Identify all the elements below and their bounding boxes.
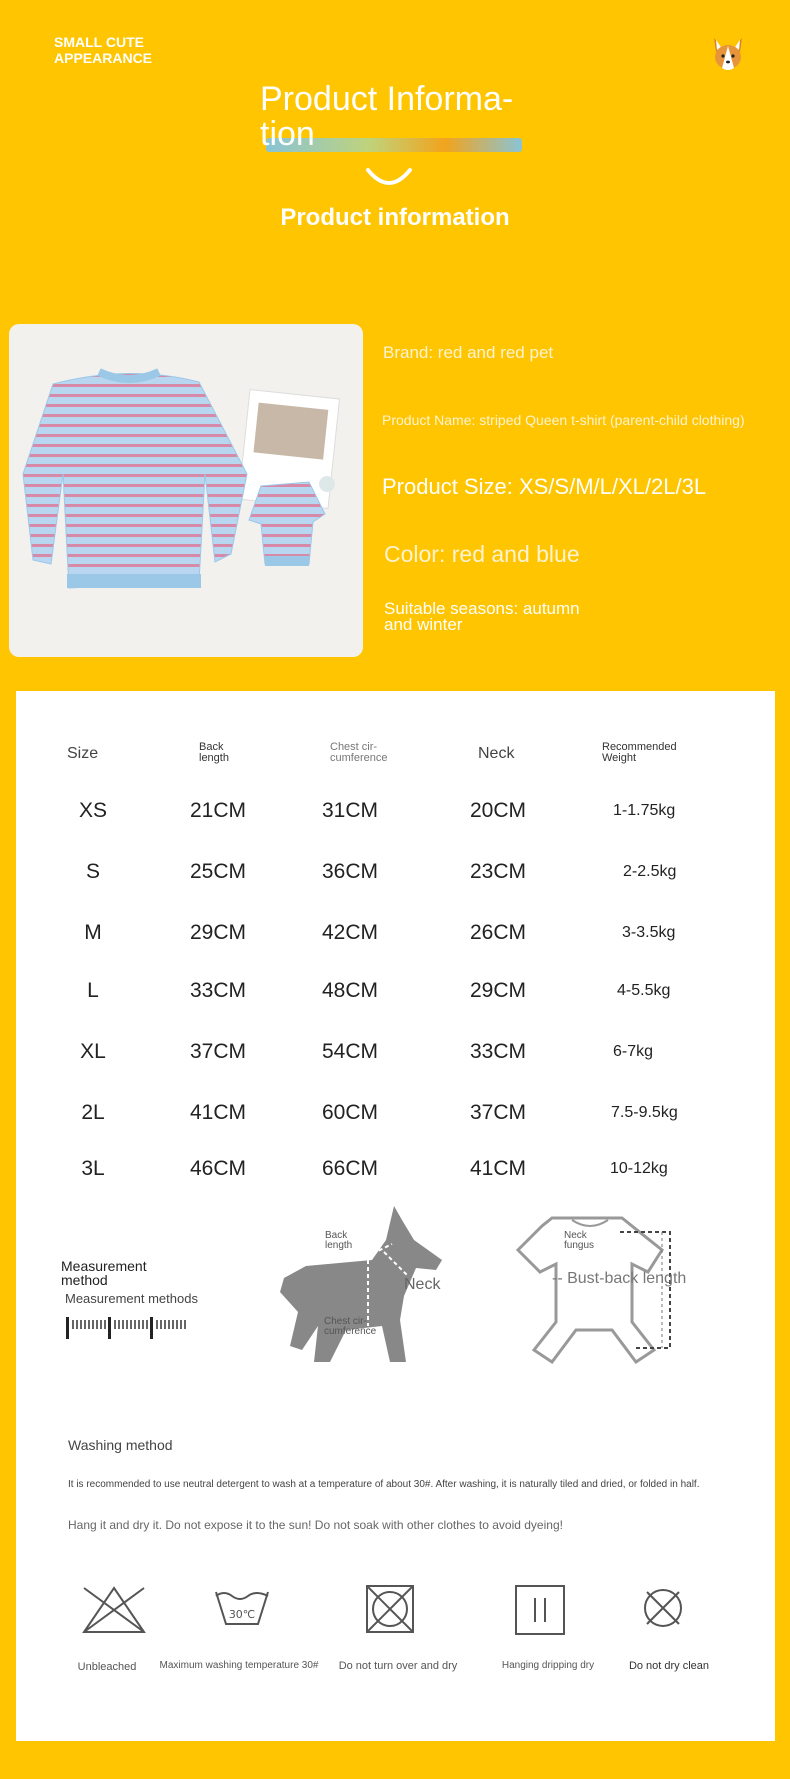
cell-weight: 4-5.5kg [617,982,671,999]
cell-back: 46CM [189,1157,247,1180]
cell-neck: 33CM [469,1040,527,1063]
corgi-logo-icon [708,34,748,74]
cell-size: XS [78,799,107,822]
tagline-line-2: APPEARANCE [54,50,153,66]
measurement-title-1: Measurement [61,1258,147,1274]
header-back-length-1: Back [199,741,224,753]
dog-neck-label: Neck [404,1276,441,1293]
cell-chest: 42CM [321,921,379,944]
smile-icon [364,166,414,190]
cell-weight: 6-7kg [613,1043,654,1060]
cell-neck: 37CM [469,1101,527,1124]
header-weight [602,742,677,764]
dog-chest-2: cumference [324,1326,377,1337]
garment-neck-1: Neck [564,1230,587,1241]
cell-weight: 7.5-9.5kg [611,1104,678,1121]
no-tumble-dry-icon [353,1582,425,1638]
cell-back: 25CM [189,860,247,883]
cell-neck: 20CM [469,799,527,822]
cell-size: S [85,860,100,883]
wash-30-icon [206,1582,278,1638]
cell-size: XL [80,1040,106,1063]
cell-neck: 29CM [469,979,527,1002]
measurement-title-2: method [61,1272,108,1288]
tagline-line-1: SMALL CUTE [54,34,144,50]
hero-title-line-1: Product Informa- [260,80,514,118]
header-neck: Neck [478,745,515,762]
header-chest-2: cumference [330,752,388,764]
section-subtitle: Product information [280,204,510,231]
washing-title: Washing method [68,1437,173,1453]
cell-neck: 41CM [469,1157,527,1180]
cell-chest: 31CM [321,799,379,822]
cell-chest: 60CM [321,1101,379,1124]
cell-back: 29CM [189,921,247,944]
garment-bust-back-label: -- Bust-back length [552,1270,687,1287]
dog-chest-1: Chest cir- [324,1316,367,1327]
header-back-length-2: length [199,752,229,764]
cell-chest: 48CM [321,979,379,1002]
cell-back: 37CM [189,1040,247,1063]
product-name: Product Name: striped Queen t-shirt (parent-child clothing) [382,412,745,428]
header-chest-1: Chest cir- [330,742,378,753]
cell-size: 3L [81,1157,105,1180]
measurement-subtitle: Measurement methods [65,1291,198,1306]
wash-label-no-tumble: Do not turn over and dry [338,1660,458,1672]
ruler-icon [66,1315,196,1341]
wash-label-no-dry-clean: Do not dry clean [628,1660,710,1672]
cell-weight: 2-2.5kg [623,863,677,880]
cell-size: 2L [81,1101,105,1124]
washing-paragraph-2: Hang it and dry it. Do not expose it to the sun! Do not soak with other clothes to avoid dyeing! [68,1518,563,1532]
striped-shirt-illustration [9,324,363,657]
product-photo [9,324,363,657]
cell-chest: 54CM [321,1040,379,1063]
product-color: Color: red and blue [384,541,580,567]
wash-temp-label: 30℃ [228,1608,256,1621]
product-size: Product Size: XS/S/M/L/XL/2L/3L [382,474,707,499]
product-season [384,601,614,633]
cell-chest: 66CM [321,1157,379,1180]
cell-neck: 26CM [469,921,527,944]
hero-title-line-2: tion [260,115,315,153]
no-dry-clean-icon [627,1582,699,1638]
cell-weight: 3-3.5kg [622,924,676,941]
header-weight-1: Recommended [602,741,677,753]
cell-chest: 36CM [321,860,379,883]
wash-label-unbleached: Unbleached [77,1661,137,1673]
dog-back-1: Back [325,1230,348,1241]
measurement-title [61,1259,181,1287]
product-brand: Brand: red and red pet [383,343,554,362]
wash-label-drip-dry: Hanging dripping dry [501,1660,595,1671]
cell-back: 33CM [189,979,247,1002]
header-back-length [199,742,229,764]
header-size: Size [67,745,99,762]
dog-back-2: length [325,1240,353,1251]
drip-dry-icon [504,1582,576,1638]
garment-neck-label [564,1231,594,1251]
wash-label-max-temp: Maximum washing temperature 30# [159,1660,319,1671]
cell-back: 41CM [189,1101,247,1124]
cell-back: 21CM [189,799,247,822]
cell-neck: 23CM [469,860,527,883]
season-line-2: and winter [384,615,463,634]
cell-size: M [84,921,102,944]
washing-paragraph-1: It is recommended to use neutral detergent to wash at a temperature of about 30#. After washing, it is naturally tiled and dried, or folded in half. [68,1479,700,1490]
no-bleach-icon [78,1582,150,1638]
dog-chest-label [324,1317,376,1337]
brand-tagline [54,34,214,66]
header-weight-2: Weight [602,752,637,764]
cell-size: L [87,979,99,1002]
dog-back-length-label [325,1231,352,1251]
garment-neck-2: fungus [564,1240,595,1251]
garment-outline-icon [512,1212,678,1364]
hero-title [260,82,530,152]
season-line-1: Suitable seasons: autumn [384,599,580,618]
header-chest [330,742,388,764]
cell-weight: 10-12kg [610,1160,668,1177]
cell-weight: 1-1.75kg [613,802,676,819]
